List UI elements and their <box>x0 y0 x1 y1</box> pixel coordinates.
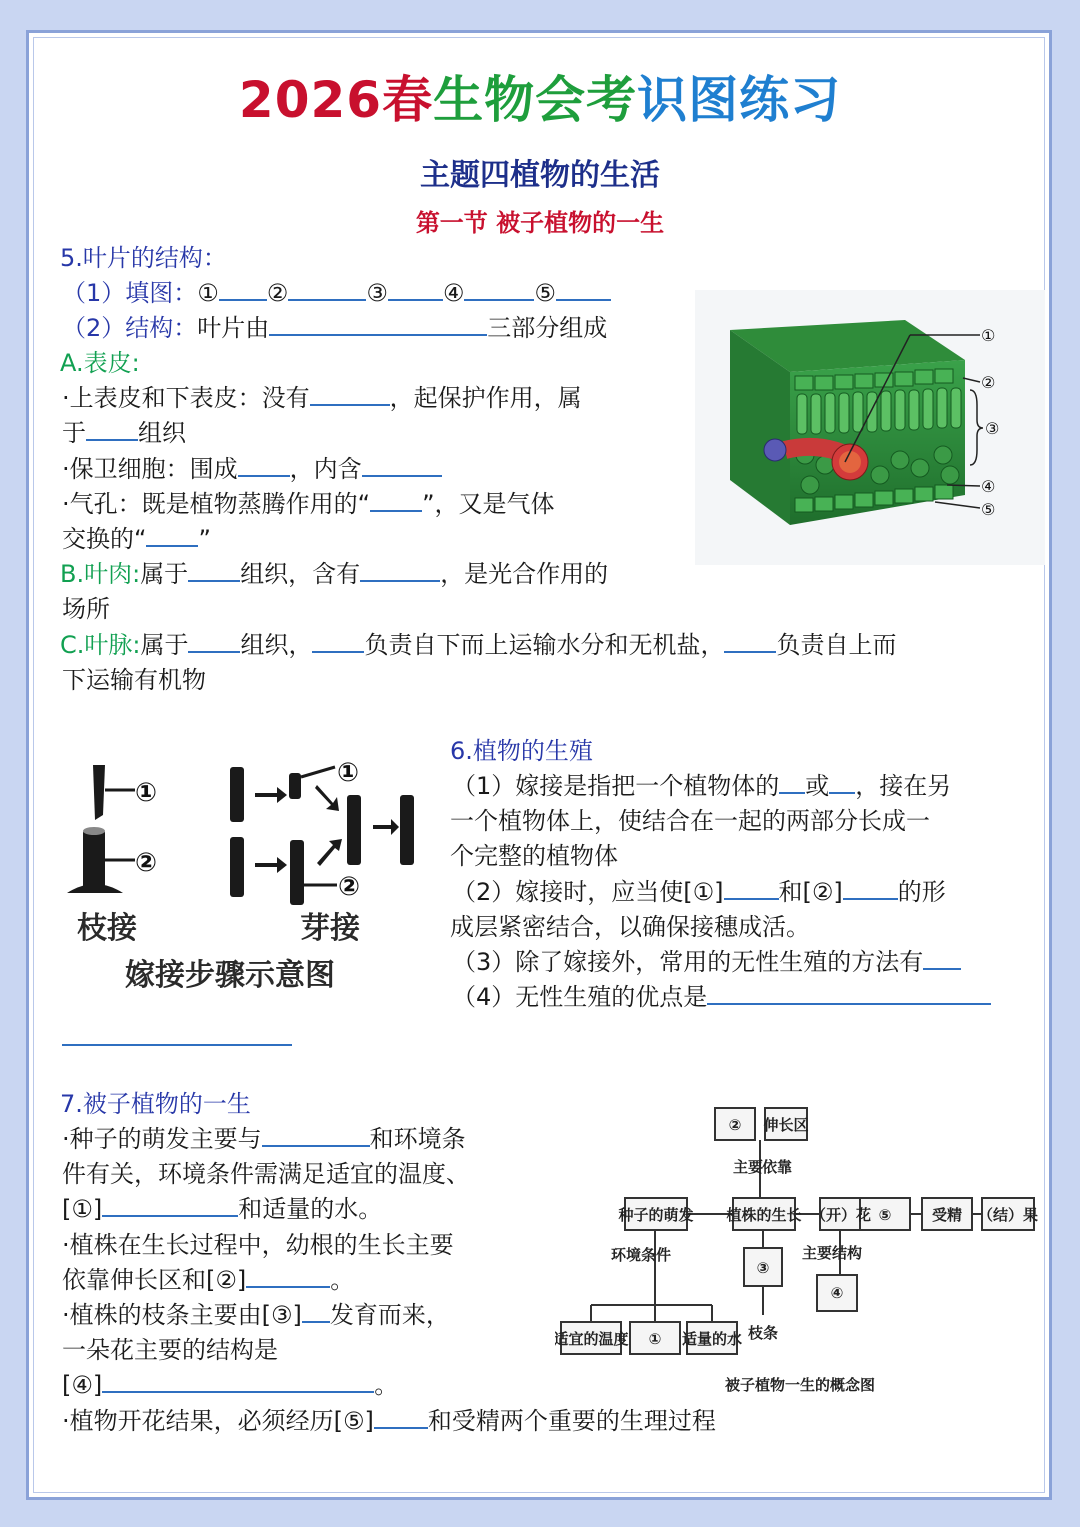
page-title <box>0 60 1080 132</box>
blank[interactable] <box>360 558 440 582</box>
text: ·保卫细胞：围成 <box>62 455 238 483</box>
cm-rely: 依靠 <box>761 1158 793 1176</box>
cm-flower: （开）花 <box>810 1206 872 1224</box>
text: 负责自下而上运输水分和无机盐， <box>364 631 725 659</box>
blank[interactable] <box>188 558 240 582</box>
q6-heading: 6.植物的生殖 <box>450 737 593 765</box>
text: [④] <box>62 1371 103 1399</box>
bud-graft-label: 芽接 <box>300 911 360 946</box>
cm-grow-zone: 伸长区 <box>763 1116 809 1134</box>
graft-caption: 嫁接步骤示意图 <box>125 958 335 993</box>
q6-p3 <box>452 946 961 978</box>
blank[interactable] <box>246 1264 330 1288</box>
q5-B-cont: 场所 <box>62 595 110 623</box>
cm-fert: 受精 <box>931 1206 963 1224</box>
text: ，起保护作用，属 <box>389 384 582 412</box>
q5-C-label: C.叶脉: <box>60 631 141 659</box>
blank[interactable] <box>219 277 267 301</box>
cm-water: 适量的水 <box>681 1330 743 1348</box>
cm-temp: 适宜的温度 <box>555 1330 629 1348</box>
q6-p4 <box>452 981 991 1013</box>
q6-p2 <box>452 876 946 908</box>
leaf-label-4: ④ <box>981 477 996 496</box>
title-season: 春 <box>382 71 434 129</box>
leaf-label-1: ① <box>981 326 996 345</box>
blank[interactable] <box>923 946 961 970</box>
text: ·气孔：既是植物蒸腾作用的“ <box>62 490 371 518</box>
q5-heading: 5.叶片的结构： <box>60 244 227 272</box>
text: ，接在另 <box>855 772 952 800</box>
blank[interactable] <box>724 629 776 653</box>
graft-label-2: ② <box>135 848 158 878</box>
text: 交换的“ <box>62 525 147 553</box>
q5-A1-cont <box>62 417 186 449</box>
text: ，是光合作用的 <box>440 560 609 588</box>
q5-structure-line <box>62 312 607 344</box>
q5-C <box>60 629 896 661</box>
q5-A-label: A.表皮: <box>60 349 140 377</box>
cm-env: 环境条件 <box>610 1246 672 1264</box>
q6-p1-cont: 一个植物体上，使结合在一起的两部分长成一 <box>450 807 930 835</box>
blank[interactable] <box>556 277 611 301</box>
text: （1）嫁接是指把一个植物体的 <box>452 772 780 800</box>
q7-l7: 一朵花主要的结构是 <box>62 1336 278 1364</box>
text: ”，又是气体 <box>422 490 555 518</box>
text: 组织，含有 <box>240 560 361 588</box>
q5-B <box>60 558 608 590</box>
text: ·植株的枝条主要由[③] <box>62 1301 302 1329</box>
text: ” <box>198 525 211 553</box>
q5-A3-cont <box>62 523 211 555</box>
blank[interactable] <box>464 277 534 301</box>
fill-num-1: ① <box>197 279 219 307</box>
q6-p1 <box>452 770 951 802</box>
text: ·植物开花结果，必须经历[⑤] <box>62 1407 374 1435</box>
blank[interactable] <box>724 876 779 900</box>
q7-l2: 件有关，环境条件需满足适宜的温度、 <box>62 1160 470 1188</box>
leaf-label-5: ⑤ <box>981 500 996 519</box>
blank[interactable] <box>262 1123 370 1147</box>
q7-l6 <box>62 1299 450 1331</box>
blank[interactable] <box>288 277 366 301</box>
branch-graft-label: 枝接 <box>77 911 137 946</box>
graft-label-3: ① <box>337 758 360 788</box>
cm-plant: 植株的生长 <box>726 1206 802 1224</box>
text: 发育而来， <box>329 1301 450 1329</box>
text: [①] <box>62 1195 103 1223</box>
blank[interactable] <box>188 629 240 653</box>
q5-A1 <box>62 382 582 414</box>
cm-n4: ④ <box>830 1284 844 1302</box>
cm-branch: 枝条 <box>747 1324 779 1342</box>
text: 。 <box>330 1266 355 1294</box>
q7-l4: ·植株在生长过程中，幼根的生长主要 <box>62 1231 454 1259</box>
text: ·种子的萌发主要与 <box>62 1125 262 1153</box>
blank[interactable] <box>238 453 290 477</box>
q5-A3 <box>62 488 555 520</box>
text: 。 <box>374 1371 399 1399</box>
text: 组织 <box>138 419 186 447</box>
blank[interactable] <box>312 629 364 653</box>
fill-num-5: ⑤ <box>534 279 556 307</box>
cm-seed: 种子的萌发 <box>618 1206 694 1224</box>
text: ·上表皮和下表皮：没有 <box>62 384 310 412</box>
cm-struct: 结构 <box>831 1244 863 1262</box>
q6-answer-line[interactable] <box>62 1044 292 1046</box>
text: 和环境条 <box>369 1125 466 1153</box>
q5-fill-line <box>62 277 611 309</box>
text: 叶片由 <box>197 314 270 342</box>
text: ，内含 <box>289 455 362 483</box>
blank[interactable] <box>102 1193 238 1217</box>
text: 于 <box>62 419 86 447</box>
cm-mainly: 主要 <box>732 1158 764 1176</box>
text: 和[②] <box>778 878 843 906</box>
cm-main2: 主要 <box>801 1244 833 1262</box>
blank[interactable] <box>843 876 898 900</box>
blank[interactable] <box>269 312 487 336</box>
blank[interactable] <box>707 981 991 1005</box>
q7-l9 <box>62 1405 716 1437</box>
q5-structure-label: （2）结构： <box>62 314 198 342</box>
blank[interactable] <box>310 382 390 406</box>
blank[interactable] <box>302 1299 330 1323</box>
text: 依靠伸长区和[②] <box>62 1266 247 1294</box>
text: 属于 <box>140 560 189 588</box>
blank[interactable] <box>146 523 198 547</box>
title-year: 2026 <box>238 71 383 129</box>
q7-l1 <box>62 1123 466 1155</box>
graft-label-1: ① <box>135 778 158 808</box>
q7-heading: 7.被子植物的一生 <box>60 1090 251 1118</box>
cm-n5: ⑤ <box>878 1206 892 1224</box>
blank[interactable] <box>374 1405 428 1429</box>
q7-l5 <box>62 1264 354 1296</box>
text: 和适量的水。 <box>238 1195 383 1223</box>
q5-B-label: B.叶肉: <box>60 560 141 588</box>
topic-subtitle: 主题四植物的生活 <box>420 158 660 193</box>
text: 的形 <box>897 878 946 906</box>
cm-caption: 被子植物一生的概念图 <box>724 1376 876 1394</box>
cm-fruit: （结）果 <box>977 1206 1039 1224</box>
cm-n3: ③ <box>756 1259 770 1277</box>
q6-p1-cont2: 个完整的植物体 <box>450 842 618 870</box>
q7-l3 <box>62 1193 382 1225</box>
text: 和受精两个重要的生理过程 <box>427 1407 716 1435</box>
leaf-label-3: ③ <box>985 419 1000 438</box>
text: （3）除了嫁接外，常用的无性生殖的方法有 <box>452 948 924 976</box>
text: 或 <box>805 772 830 800</box>
section-title: 第一节 被子植物的一生 <box>415 209 665 237</box>
grafting-diagram <box>55 745 435 1005</box>
blank[interactable] <box>362 453 442 477</box>
blank[interactable] <box>388 277 443 301</box>
fill-num-3: ③ <box>366 279 388 307</box>
text: （4）无性生殖的优点是 <box>452 983 708 1011</box>
text: 组织， <box>240 631 313 659</box>
blank[interactable] <box>829 770 855 794</box>
graft-label-4: ② <box>338 872 361 902</box>
leaf-structure-diagram <box>695 290 1045 565</box>
blank[interactable] <box>86 417 138 441</box>
cm-n1: ① <box>648 1330 662 1348</box>
q5-C-cont: 下运输有机物 <box>62 666 206 694</box>
q7-l8 <box>62 1369 398 1401</box>
blank[interactable] <box>370 488 422 512</box>
cm-n2: ② <box>728 1116 742 1134</box>
q5-fill-label: （1）填图： <box>62 279 198 307</box>
concept-map <box>555 1100 1050 1400</box>
fill-num-2: ② <box>266 279 289 307</box>
title-subject: 生物会考 <box>433 71 638 129</box>
fill-num-4: ④ <box>442 279 465 307</box>
leaf-label-2: ② <box>981 373 996 392</box>
blank[interactable] <box>779 770 805 794</box>
q5-A2 <box>62 453 442 485</box>
text: 属于 <box>140 631 189 659</box>
blank[interactable] <box>102 1369 374 1393</box>
text: （2）嫁接时，应当使[①] <box>452 878 724 906</box>
q6-p2-cont: 成层紧密结合，以确保接穗成活。 <box>450 913 810 941</box>
text: 负责自上而 <box>776 631 897 659</box>
text: 三部分组成 <box>487 314 608 342</box>
title-practice: 识图练习 <box>637 71 842 129</box>
